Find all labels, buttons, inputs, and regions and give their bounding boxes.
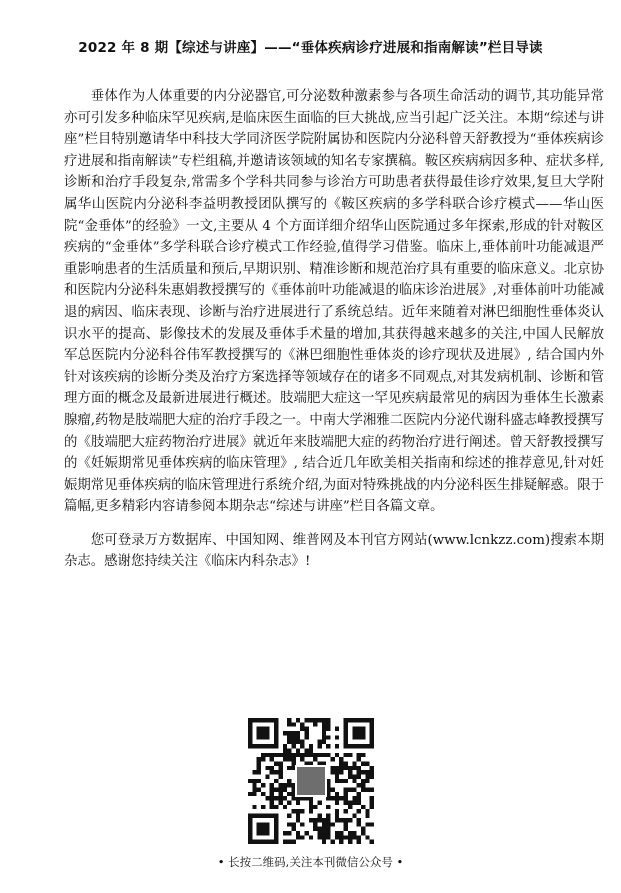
article-body [64,86,604,573]
qr-caption: • 长按二维码,关注本刊微信公众号 • [217,855,404,869]
qr-logo [295,765,327,797]
page-title: 2022 年 8 期【综述与讲座】——“垂体疾病诊疗进展和指南解读”栏目导读 [78,40,543,56]
intro-paragraph: 垂体作为人体重要的内分泌器官,可分泌数种激素参与各项生命活动的调节,其功能异常亦可引发多种临床罕见疾病,是临床医生面临的巨大挑战,应当引起广泛关注。本期“综述与讲座”栏目特别邀请华中科技大学同济医学院附属协和医院内分泌科曾天舒教授为“垂体疾病诊疗进展和指南解读”专栏组稿,并邀请该领域的知名专家撰稿。鞍区疾病病因多种、症状多样,诊断和治疗手段复杂,常需多个学科共同参与诊治方可助患者获得最佳诊疗效果,复旦大学附属华山医院内分泌科李益明教授团队撰写的《鞍区疾病的多学科联合诊疗模式——华山医院“金垂体”的经验》一文,主要从 4 个方面详细介绍华山医院通过多年探索,形成的针对鞍区疾病的“金垂体”多学科联合诊疗模式工作经验,值得学习借鉴。临床上,垂体前叶功能减退严重影响患者的生活质量和预后,早期识别、精准诊断和规范治疗具有重要的临床意义。北京协和医院内分泌科朱惠娟教授撰写的《垂体前叶功能减退的临床诊治进展》,对垂体前叶功能减退的病因、临床表现、诊断与治疗进展进行了系统总结。近年来随着对淋巴细胞性垂体炎认识水平的提高、影像技术的发展及垂体手术量的增加,其获得越来越多的关注,中国人民解放军总医院内分泌科谷伟军教授撰写的《淋巴细胞性垂体炎的诊疗现状及进展》, 结合国内外针对该疾病的诊断分类及治疗方案选择等领域存在的诸多不同观点,对其发病机制、诊断和管理方面的概念及最新进展进行概述。肢端肥大症这一罕见疾病最常见的病因为垂体生长激素腺瘤,药物是肢端肥大症的治疗手段之一。中南大学湘雅二医院内分泌代谢科盛志峰教授撰写的《肢端肥大症药物治疗进展》就近年来肢端肥大症的药物治疗进行阐述。曾天舒教授撰写的《妊娠期常见垂体疾病的临床管理》, 结合近几年欧美相关指南和综述的推荐意见,针对妊娠期常见垂体疾病的临床管理进行系统介绍,为面对特殊挑战的内分泌科医生排疑解惑。限于篇幅,更多精彩内容请参阅本期杂志“综述与讲座”栏目各篇文章。 [64,89,604,515]
closing-paragraph: 您可登录万方数据库、中国知网、维普网及本刊官方网站(www.lcnkzz.com)搜索本期杂志。感谢您持续关注《临床内科杂志》! [64,532,604,570]
wechat-qr-code[interactable] [248,718,374,844]
